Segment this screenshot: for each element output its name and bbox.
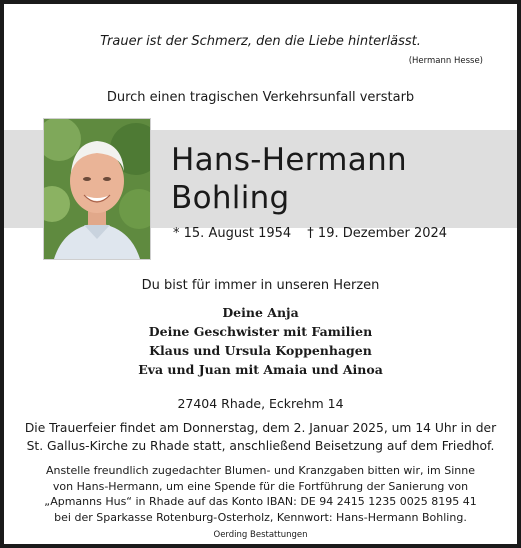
- family-address: 27404 Rhade, Eckrehm 14: [177, 396, 344, 411]
- intro-text: Durch einen tragischen Verkehrsunfall verstarb: [106, 90, 415, 105]
- mourner-line: Eva und Juan mit Amaia und Ainoa: [138, 362, 383, 377]
- deceased-last-name: Bohling: [171, 180, 290, 216]
- donation-info: [4, 463, 517, 525]
- mourners-list: [4, 303, 517, 379]
- quote-text: Trauer ist der Schmerz, den die Liebe hinterlässt.: [100, 34, 421, 49]
- undertaker-name: Oerding Bestattungen: [213, 530, 308, 540]
- life-dates: [173, 226, 459, 241]
- deceased-first-name: Hans-Hermann: [171, 142, 407, 178]
- quote-author: (Hermann Hesse): [408, 56, 483, 66]
- death-date: † 19. Dezember 2024: [307, 226, 448, 241]
- portrait-photo: [43, 118, 151, 260]
- ceremony-line: Die Trauerfeier findet am Donnerstag, dem 2. Januar 2025, um 14 Uhr in der: [24, 421, 497, 435]
- donation-line: von Hans-Hermann, um eine Spende für die Fortführung der Sanierung von: [52, 479, 469, 493]
- ceremony-line: St. Gallus-Kirche zu Rhade statt, anschließend Beisetzung auf dem Friedhof.: [26, 439, 495, 453]
- ceremony-info: [4, 419, 517, 455]
- donation-line: Anstelle freundlich zugedachter Blumen- und Kranzgaben bitten wir, im Sinne: [45, 464, 476, 477]
- donation-line: „Apmanns Hus“ in Rhade auf das Konto IBAN: DE 94 2415 1235 0025 8195 41: [44, 495, 477, 508]
- mourner-line: Deine Geschwister mit Familien: [148, 324, 373, 339]
- birth-date: * 15. August 1954: [173, 226, 292, 241]
- tagline: Du bist für immer in unseren Herzen: [141, 278, 380, 293]
- donation-line: bei der Sparkasse Rotenburg-Osterholz, Kennwort: Hans-Hermann Bohling.: [54, 510, 467, 524]
- mourner-line: Klaus und Ursula Koppenhagen: [149, 343, 372, 358]
- mourner-line: Deine Anja: [222, 305, 299, 320]
